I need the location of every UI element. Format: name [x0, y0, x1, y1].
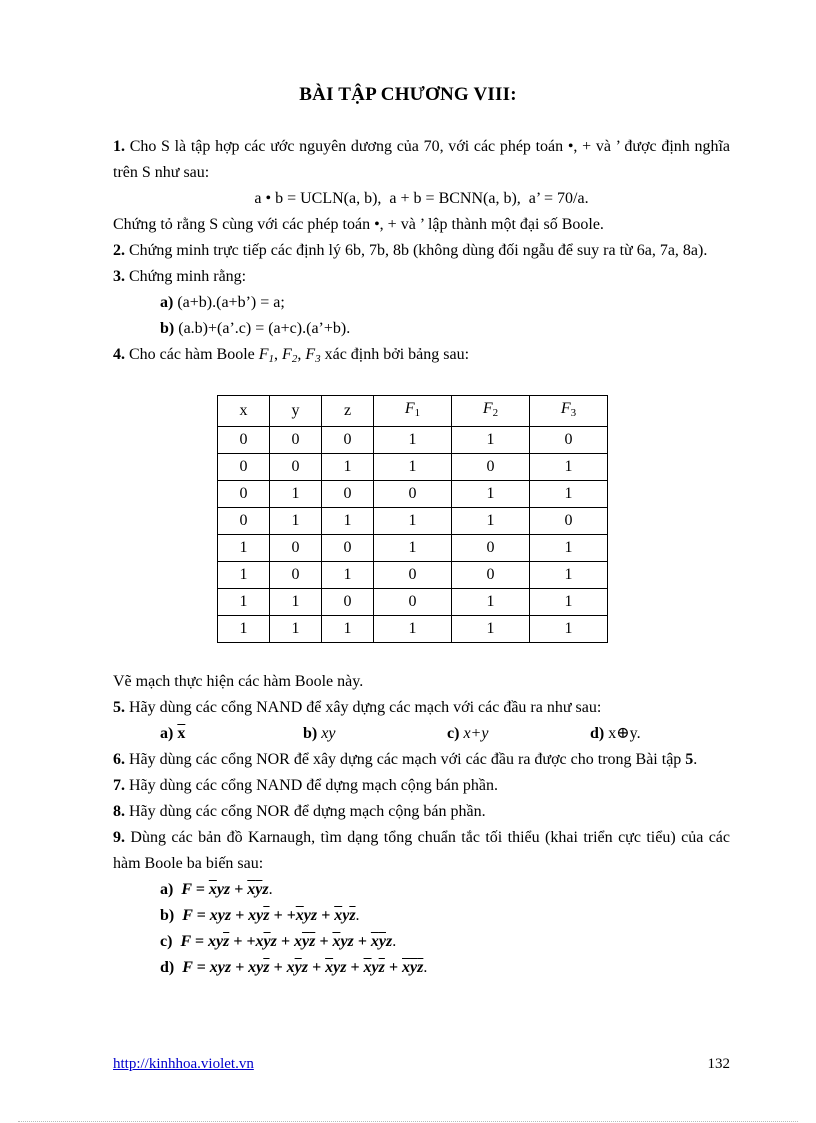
exercise-content — [113, 134, 730, 981]
exercise-number: 7. — [113, 777, 125, 794]
table-cell: 0 — [218, 508, 270, 535]
table-header-cell: y — [270, 396, 322, 427]
table-header-cell: $F_3$ — [530, 396, 608, 427]
table-cell: 1 — [452, 481, 530, 508]
table-row — [218, 454, 608, 481]
table-header-cell: $F_1$ — [374, 396, 452, 427]
table-cell: 0 — [374, 562, 452, 589]
table-cell: 1 — [374, 535, 452, 562]
table-cell: 1 — [270, 508, 322, 535]
table-cell: 0 — [322, 589, 374, 616]
exercise-3b — [113, 316, 730, 342]
exercise-6: 6. Hãy dùng các cổng NOR để xây dựng các mạch với các đầu ra được cho trong Bài tập 5. — [113, 751, 698, 768]
table-cell: 1 — [530, 535, 608, 562]
exercise-number: 4. — [113, 346, 125, 363]
table-cell: 0 — [322, 481, 374, 508]
table-cell: 1 — [530, 562, 608, 589]
exercise-3a — [113, 290, 730, 316]
exercise-9c: c) $F = xy\overline{z} + +x\overline{y}z + x\overline{y}\overline{z} + \overline{x}yz + \overline{x}\overline{y}z$. — [160, 933, 397, 950]
table-cell: 0 — [452, 454, 530, 481]
exercise-4-after: Vẽ mạch thực hiện các hàm Boole này. — [113, 673, 364, 690]
table-cell: 0 — [218, 427, 270, 454]
table-cell: 1 — [218, 616, 270, 643]
exercise-text: Hãy dùng các cổng NOR để dựng mạch cộng bán phần. — [129, 803, 486, 820]
table-cell: 1 — [530, 454, 608, 481]
exercise-9 — [113, 825, 730, 877]
table-row — [218, 562, 608, 589]
table-cell: 1 — [270, 589, 322, 616]
exercise-text: Chứng minh trực tiếp các định lý 6b, 7b, 8b (không dùng đối ngẫu để suy ra từ 6a, 7a, 8a). — [129, 242, 708, 259]
exercise-number: 9. — [113, 829, 125, 846]
table-cell: 1 — [374, 427, 452, 454]
page-footer — [113, 1056, 730, 1073]
exercise-7 — [113, 773, 730, 799]
item-label: a) — [160, 294, 174, 311]
footer-link[interactable]: http://kinhhoa.violet.vn — [113, 1056, 254, 1072]
table-cell: 1 — [322, 616, 374, 643]
table-cell: 1 — [322, 562, 374, 589]
table-cell: 0 — [322, 535, 374, 562]
table-cell: 1 — [322, 454, 374, 481]
table-header-cell: z — [322, 396, 374, 427]
exercise-9d: d) F = xyz + $xy\overline{z} + x\overline{y}z + \overline{x}yz + \overline{x}y\overline{z} + \overline{x}\overline{y}\overline{z}$. — [160, 959, 428, 976]
exercise-number: 3. — [113, 268, 125, 285]
exercise-3 — [113, 264, 730, 290]
option-c: c) x+y — [447, 725, 489, 742]
exercise-text: Cho S là tập hợp các ước nguyên dương của 70, với các phép toán •, + và ’ được định nghĩa trên S như sau: — [113, 138, 731, 181]
table-cell: 1 — [374, 616, 452, 643]
option-b: b) xy — [303, 725, 336, 742]
exercise-number: 1. — [113, 138, 125, 155]
exercise-9a: a) $F = \overline{x}yz + \overline{x}\overline{y}z$. — [160, 881, 273, 898]
table-cell: 1 — [530, 589, 608, 616]
table-cell: 1 — [452, 508, 530, 535]
table-cell: 0 — [270, 454, 322, 481]
table-cell: 0 — [452, 562, 530, 589]
table-cell: 1 — [322, 508, 374, 535]
table-row — [218, 427, 608, 454]
bottom-divider — [18, 1121, 798, 1122]
exercise-text: Hãy dùng các cổng NOR để xây dựng các mạch với các đầu ra được cho trong Bài tập — [129, 751, 682, 768]
exercise-5 — [113, 695, 730, 721]
exercise-1-conclusion: Chứng tỏ rằng S cùng với các phép toán •, + và ’ lập thành một đại số Boole. — [113, 216, 604, 233]
exercise-4: 4. Cho các hàm Boole $F_1$, $F_2$, $F_3$ xác định bởi bảng sau: — [113, 346, 470, 365]
table-cell: 1 — [452, 427, 530, 454]
table-cell: 1 — [530, 616, 608, 643]
item-expression: (a+b).(a+b’) = a; — [177, 294, 285, 311]
table-header-cell: x — [218, 396, 270, 427]
page-number: 132 — [707, 1056, 730, 1072]
exercise-number: 5. — [113, 699, 125, 716]
item-label: b) — [160, 320, 175, 337]
exercise-5-options — [113, 721, 730, 747]
table-cell: 0 — [530, 427, 608, 454]
exercise-1 — [113, 134, 730, 186]
table-cell: 0 — [452, 535, 530, 562]
table-cell: 0 — [270, 535, 322, 562]
item-expression: (a.b)+(a’.c) = (a+c).(a’+b). — [178, 320, 351, 337]
truth-table-header — [218, 396, 608, 427]
exercise-1-formula: a • b = UCLN(a, b), a + b = BCNN(a, b), a’ = 70/a. — [254, 190, 589, 207]
table-row — [218, 589, 608, 616]
table-cell: 1 — [270, 616, 322, 643]
exercise-text: Hãy dùng các cổng NAND để dựng mạch cộng bán phần. — [129, 777, 499, 794]
exercise-text: Cho các hàm Boole — [129, 346, 255, 363]
truth-table — [217, 395, 608, 643]
exercise-number: 2. — [113, 242, 125, 259]
exercise-text: Hãy dùng các cổng NAND để xây dựng các mạch với các đầu ra như sau: — [129, 699, 602, 716]
exercise-text: xác định bởi bảng sau: — [324, 346, 470, 363]
table-cell: 1 — [270, 481, 322, 508]
table-cell: 1 — [218, 535, 270, 562]
exercise-number: 6. — [113, 751, 125, 768]
table-cell: 0 — [374, 589, 452, 616]
table-cell: 0 — [270, 562, 322, 589]
option-a: a) $\overline{x}$ — [160, 725, 186, 742]
table-row — [218, 508, 608, 535]
table-row — [218, 535, 608, 562]
table-row — [218, 616, 608, 643]
table-cell: 0 — [218, 454, 270, 481]
table-cell: 1 — [374, 508, 452, 535]
table-cell: 1 — [374, 454, 452, 481]
exercise-8 — [113, 799, 730, 825]
table-row — [218, 481, 608, 508]
table-header-cell: $F_2$ — [452, 396, 530, 427]
exercise-9b: b) F = xyz + $xy\overline{z} + +\overline{x}yz + \overline{x}y\overline{z}$. — [160, 907, 360, 924]
exercise-number: 8. — [113, 803, 125, 820]
exercise-2 — [113, 238, 730, 264]
table-cell: 0 — [218, 481, 270, 508]
table-cell: 0 — [374, 481, 452, 508]
exercise-text: Dùng các bản đồ Karnaugh, tìm dạng tổng chuẩn tắc tối thiểu (khai triển cực tiểu) của các hàm Boole ba biến sau: — [113, 829, 731, 872]
table-cell: 1 — [530, 481, 608, 508]
page-title: BÀI TẬP CHƯƠNG VIII: — [299, 84, 517, 105]
option-d: d) x⊕y. — [590, 725, 641, 742]
exercise-text: Chứng minh rằng: — [129, 268, 247, 285]
table-cell: 1 — [452, 589, 530, 616]
table-cell: 0 — [322, 427, 374, 454]
table-cell: 1 — [452, 616, 530, 643]
table-cell: 0 — [270, 427, 322, 454]
table-cell: 1 — [218, 589, 270, 616]
table-cell: 1 — [218, 562, 270, 589]
table-cell: 0 — [530, 508, 608, 535]
